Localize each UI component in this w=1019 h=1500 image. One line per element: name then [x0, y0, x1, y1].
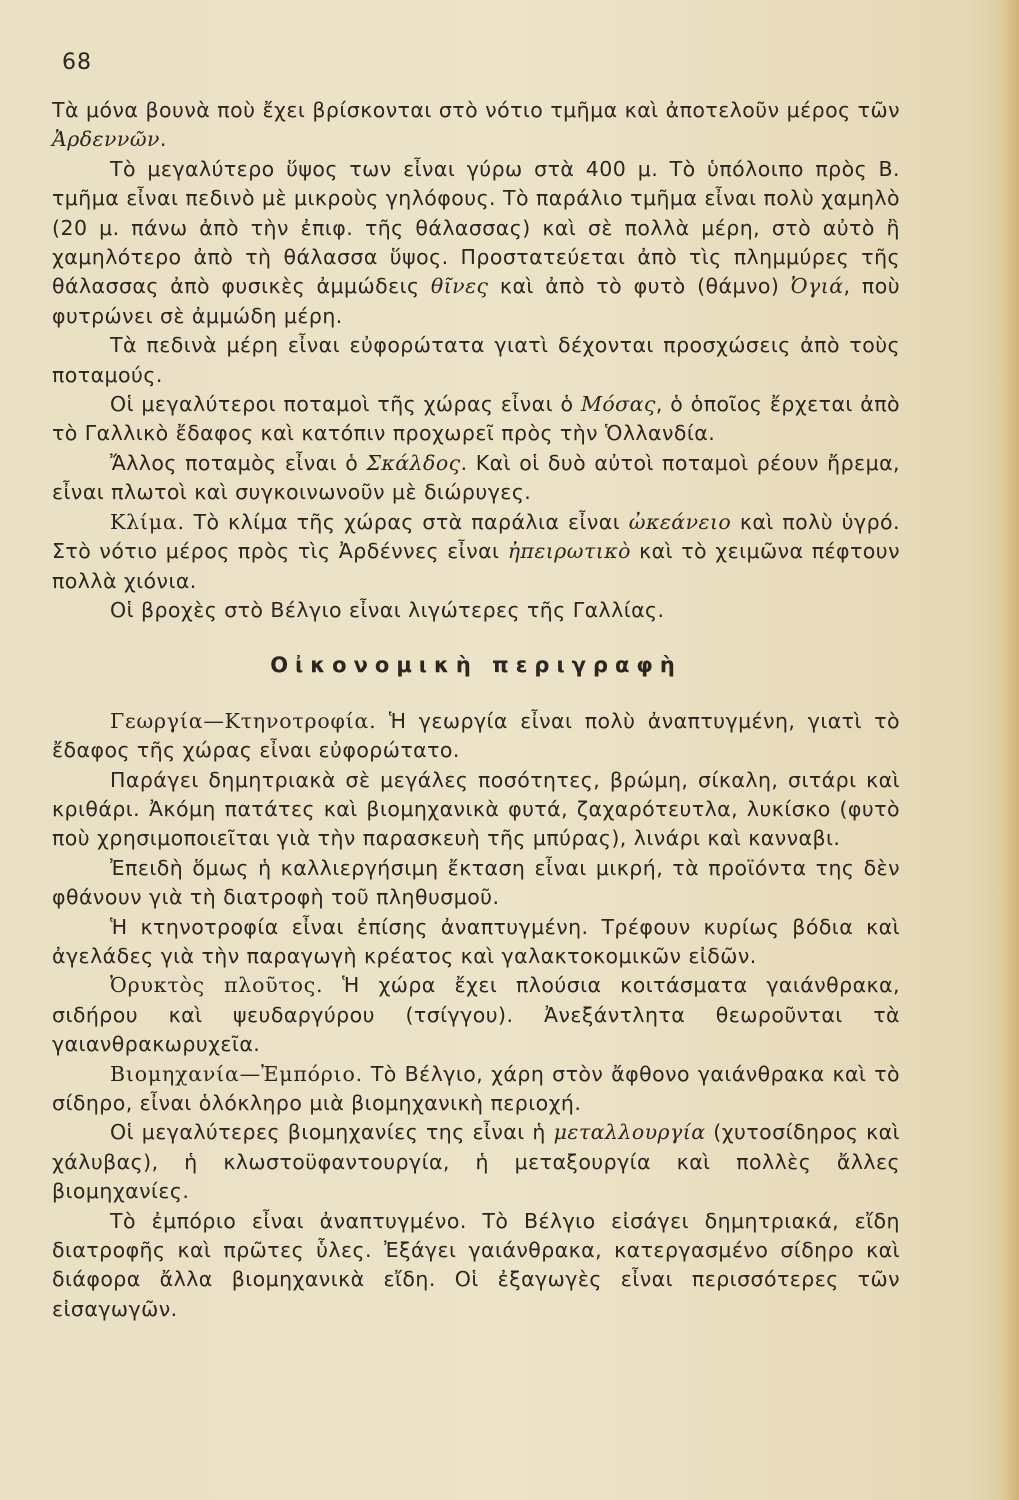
italic-term: Μόσας	[580, 392, 656, 417]
paragraph-10: Ἐπειδὴ ὅμως ἡ καλλιεργήσιμη ἔκταση εἶναι μικρή, τὰ προϊόντα της δὲν φθάνουν γιὰ τὴ διατροφὴ τοῦ πληθυσμοῦ.	[52, 855, 900, 910]
paragraph-5: Ἄλλος ποταμὸς εἶναι ὁ Σκάλδος. Καὶ οἱ δυὸ αὐτοὶ ποταμοὶ ρέουν ἤρεμα, εἶναι πλωτοὶ καὶ συγκοινωνοῦν μὲ διώρυγες.	[52, 450, 900, 505]
paragraph-heading: Κλίμα.	[110, 509, 185, 534]
paragraph-heading: Βιομηχανία—Ἐμπόριο.	[110, 1061, 363, 1086]
italic-term: μεταλλουργία	[553, 1120, 706, 1145]
body-text	[52, 96, 900, 1324]
page-edge	[997, 0, 1019, 1500]
paragraph-6: Κλίμα. Τὸ κλίμα τῆς χώρας στὰ παράλια εἶναι ὠκεάνειο καὶ πολὺ ὑγρό. Στὸ νότιο μέρος πρὸς τὶς Ἀρδέννες εἶναι ἠπειρωτικὸ καὶ τὸ χειμῶνα πέφτουν πολλὰ χιόνια.	[52, 509, 900, 593]
page-number: 68	[62, 50, 92, 75]
italic-term: ὠκεάνειο	[628, 509, 732, 534]
italic-term: ἠπειρωτικὸ	[507, 539, 631, 564]
paragraph-heading: Ὀρυκτὸς πλοῦτος.	[110, 973, 324, 998]
italic-term: Σκάλδος	[366, 450, 461, 475]
paragraph-2: Τὸ μεγαλύτερο ὕψος των εἶναι γύρω στὰ 400 μ. Τὸ ὑπόλοιπο πρὸς Β. τμῆμα εἶναι πεδινὸ μὲ μικροὺς γηλόφους. Τὸ παράλιο τμῆμα εἶναι πολὺ χαμηλὸ (20 μ. πάνω ἀπὸ τὴν ἐπιφ. τῆς θάλασσας) καὶ σὲ πολλὰ μέρη, στὸ αὐτὸ ἢ χαμηλότερο ἀπὸ τὴ θάλασσα ὕψος. Προστατεύεται ἀπὸ τὶς πλημμύρες τῆς θάλασσας ἀπὸ φυσικὲς ἀμμώδεις θῖνες καὶ ἀπὸ τὸ φυτὸ (θάμνο) Ὀγιά, ποὺ φυτρώνει σὲ ἀμμώδη μέρη.	[52, 156, 901, 328]
paragraph-13: Βιομηχανία—Ἐμπόριο. Τὸ Βέλγιο, χάρη στὸν ἄφθονο γαιάνθρακα καὶ τὸ σίδηρο, εἶναι ὁλόκληρο μιὰ βιομηχανικὴ περιοχή.	[52, 1061, 900, 1115]
italic-term: Ὀγιά	[790, 274, 844, 299]
paragraph-heading: Γεωργία—Κτηνοτροφία.	[110, 708, 377, 733]
section-title: Οἰκονομικὴ περιγραφὴ	[270, 653, 682, 678]
paragraph-15: Τὸ ἐμπόριο εἶναι ἀναπτυγμένο. Τὸ Βέλγιο εἰσάγει δημητριακά, εἴδη διατροφῆς καὶ πρῶτες ὗλες. Ἐξάγει γαιάνθρακα, κατεργασμένο σίδηρο καὶ διάφορα ἄλλα βιομηχανικὰ εἴδη. Οἱ ἐξαγωγὲς εἶναι περισσότερες τῶν εἰσαγωγῶν.	[52, 1208, 900, 1321]
paragraph-3: Τὰ πεδινὰ μέρη εἶναι εὐφορώτατα γιατὶ δέχονται προσχώσεις ἀπὸ τοὺς ποταμούς.	[52, 333, 900, 387]
paragraph-8: Γεωργία—Κτηνοτροφία. Ἡ γεωργία εἶναι πολὺ ἀναπτυγμένη, γιατὶ τὸ ἔδαφος τῆς χώρας εἶναι εὐφορώτατο.	[52, 708, 900, 763]
paragraph-11: Ἡ κτηνοτροφία εἶναι ἐπίσης ἀναπτυγμένη. Τρέφουν κυρίως βόδια καὶ ἀγελάδες γιὰ τὴν παραγωγὴ κρέατος καὶ γαλακτοκομικῶν εἰδῶν.	[52, 914, 900, 968]
italic-term: θῖνες	[430, 274, 489, 299]
paragraph-9: Παράγει δημητριακὰ σὲ μεγάλες ποσότητες, βρώμη, σίκαλη, σιτάρι καὶ κριθάρι. Ἀκόμη πατάτες καὶ βιομηχανικὰ φυτά, ζαχαρότευτλα, λυκίσκο (φυτὸ ποὺ χρησιμοποιεῖται γιὰ τὴν παρασκευὴ τῆς μπύρας), λινάρι καὶ κανναβι.	[52, 767, 900, 851]
italic-term: Ἀρδεννῶν	[52, 127, 160, 152]
paragraph-4: Οἱ μεγαλύτεροι ποταμοὶ τῆς χώρας εἶναι ὁ Μόσας, ὁ ὁποῖος ἔρχεται ἀπὸ τὸ Γαλλικὸ ἔδαφος καὶ κατόπιν προχωρεῖ πρὸς τὴν Ὁλλανδία.	[52, 392, 901, 446]
paragraph-14: Οἱ μεγαλύτερες βιομηχανίες της εἶναι ἡ μεταλλουργία (χυτοσίδηρος καὶ χάλυβας), ἡ κλωστοϋφαντουργία, ἡ μεταξουργία καὶ πολλὲς ἄλλες βιομηχανίες.	[52, 1120, 900, 1204]
paragraph-7: Οἱ βροχὲς στὸ Βέλγιο εἶναι λιγώτερες τῆς Γαλλίας.	[110, 597, 665, 622]
paragraph-12: Ὀρυκτὸς πλοῦτος. Ἡ χώρα ἔχει πλούσια κοιτάσματα γαιάνθρακα, σιδήρου καὶ ψευδαργύρου (τσίγγου). Ἀνεξάντλητα θεωροῦνται τὰ γαιανθρακωρυχεῖα.	[52, 973, 900, 1057]
paragraph-1: Τὰ μόνα βουνὰ ποὺ ἔχει βρίσκονται στὸ νότιο τμῆμα καὶ ἀποτελοῦν μέρος τῶν Ἀρδεννῶν.	[52, 98, 900, 152]
